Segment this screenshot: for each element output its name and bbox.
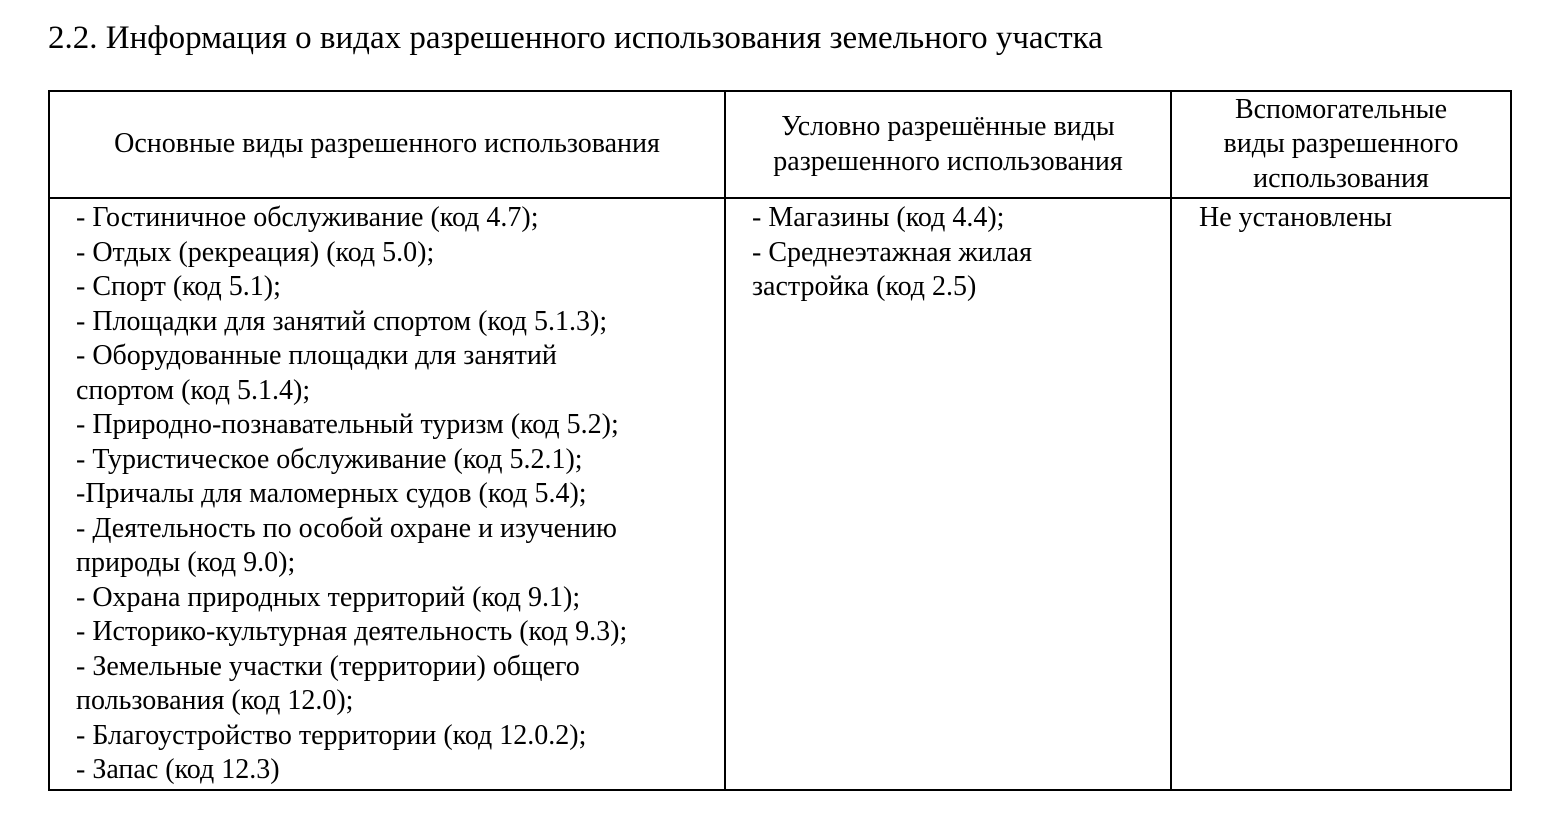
main-use-line: -Причалы для маломерных судов (код 5.4);: [76, 478, 587, 509]
main-use-line: - Запас (код 12.3): [76, 754, 280, 785]
table-row: [49, 198, 1511, 790]
header-conditional-line: разрешенного использования: [773, 145, 1123, 177]
auxiliary-uses-cell: [1171, 198, 1511, 790]
main-use-line: - Историко-культурная деятельность (код 9.3);: [76, 616, 628, 647]
header-auxiliary-line: использования: [1253, 162, 1429, 194]
conditional-use-line: - Среднеэтажная жилая: [752, 236, 1032, 268]
auxiliary-use-value: Не установлены: [1199, 202, 1393, 233]
header-auxiliary-line: виды разрешенного: [1223, 128, 1459, 160]
main-use-line: - Туристическое обслуживание (код 5.2.1);: [76, 443, 583, 475]
main-use-line: - Площадки для занятий спортом (код 5.1.3);: [76, 305, 608, 337]
document-title: 2.2. Информация о видах разрешенного использования земельного участка: [48, 20, 1103, 56]
header-main-uses: [49, 91, 725, 198]
main-use-line: - Благоустройство территории (код 12.0.2);: [76, 719, 587, 751]
main-use-line: - Спорт (код 5.1);: [76, 271, 281, 302]
main-use-line: - Гостиничное обслуживание (код 4.7);: [76, 202, 539, 233]
permitted-uses-table: [48, 90, 1512, 791]
header-conditional-line: Условно разрешённые виды: [781, 111, 1115, 142]
main-use-line: пользования (код 12.0);: [76, 685, 354, 716]
main-use-line: - Деятельность по особой охране и изучению: [76, 512, 617, 544]
conditional-uses-cell: [725, 198, 1171, 790]
header-auxiliary-uses: [1171, 91, 1511, 198]
conditional-use-line: застройка (код 2.5): [752, 271, 977, 302]
main-use-line: - Природно-познавательный туризм (код 5.2);: [76, 409, 619, 440]
header-conditional-uses: [725, 91, 1171, 198]
table-header-row: [49, 91, 1511, 198]
main-uses-cell: [49, 198, 725, 790]
main-use-line: природы (код 9.0);: [76, 547, 296, 578]
header-main-uses-text: Основные виды разрешенного использования: [114, 128, 660, 160]
main-use-line: - Оборудованные площадки для занятий: [76, 340, 557, 371]
header-auxiliary-line: Вспомогательные: [1234, 93, 1448, 125]
main-use-line: спортом (код 5.1.4);: [76, 374, 311, 406]
main-use-line: - Отдых (рекреация) (код 5.0);: [76, 236, 435, 268]
conditional-use-line: - Магазины (код 4.4);: [752, 202, 1005, 233]
main-use-line: - Охрана природных территорий (код 9.1);: [76, 581, 581, 613]
main-use-line: - Земельные участки (территории) общего: [76, 650, 580, 682]
